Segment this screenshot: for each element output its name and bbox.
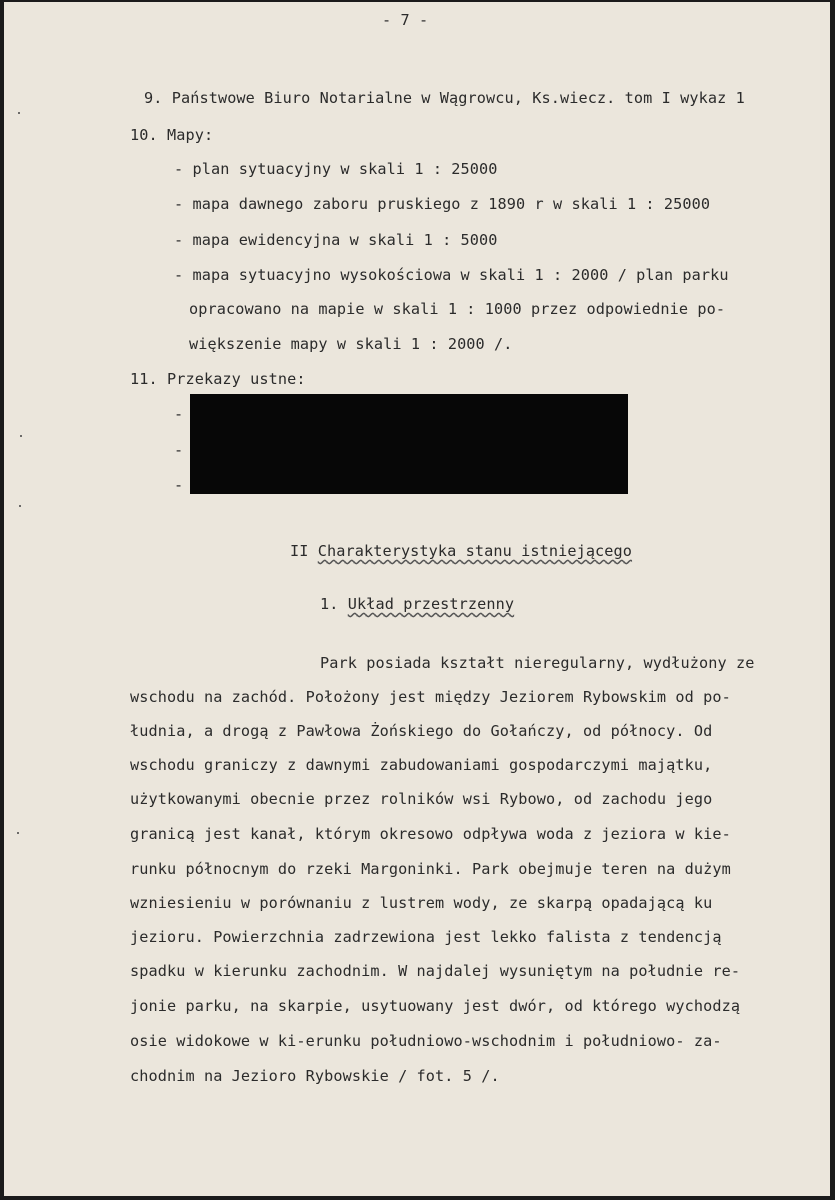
paragraph-line: osie widokowe w ki-erunku południowo-wschodnim i południowo- za- (130, 1032, 722, 1050)
paragraph-line: spadku w kierunku zachodnim. W najdalej wysuniętym na południe re- (130, 962, 741, 980)
paragraph-line: Park posiada kształt nieregularny, wydłużony ze (320, 654, 755, 672)
paragraph-line: granicą jest kanał, którym okresowo odpływa woda z jeziora w kie- (130, 825, 731, 843)
chapter-number: II (290, 542, 309, 560)
section-10-heading: 10. Mapy: (130, 126, 214, 144)
paragraph-line: runku północnym do rzeki Margoninki. Park obejmuje teren na dużym (130, 860, 731, 878)
paper-speck (20, 435, 22, 437)
paragraph-line: chodnim na Jezioro Rybowskie / fot. 5 /. (130, 1067, 500, 1085)
subsection-title: Układ przestrzenny (347, 595, 515, 613)
paper-speck (18, 112, 20, 114)
paragraph-line: wschodu na zachód. Położony jest między Jeziorem Rybowskim od po- (130, 688, 731, 706)
section-9: 9. Państwowe Biuro Notarialne w Wągrowcu, Ks.wiecz. tom I wykaz 1 (144, 89, 745, 107)
map-item: - mapa dawnego zaboru pruskiego z 1890 r w skali 1 : 25000 (174, 195, 711, 213)
document-page (4, 2, 830, 1196)
oral-source-dash: - (174, 405, 184, 423)
section-11-heading: 11. Przekazy ustne: (130, 370, 306, 388)
paper-speck (17, 832, 19, 834)
map-item: - plan sytuacyjny w skali 1 : 25000 (174, 160, 498, 178)
paragraph-line: użytkowanymi obecnie przez rolników wsi Rybowo, od zachodu jego (130, 790, 713, 808)
subsection-number: 1. (320, 595, 339, 613)
map-item-continuation: większenie mapy w skali 1 : 2000 /. (189, 335, 513, 353)
paragraph-line: wschodu graniczy z dawnymi zabudowaniami gospodarczymi majątku, (130, 756, 713, 774)
paragraph-line: jezioru. Powierzchnia zadrzewiona jest lekko falista z tendencją (130, 928, 722, 946)
paper-speck (19, 505, 21, 507)
subsection-heading (320, 594, 514, 614)
map-item-continuation: opracowano na mapie w skali 1 : 1000 przez odpowiednie po- (189, 300, 726, 318)
map-item: - mapa sytuacyjno wysokościowa w skali 1 : 2000 / plan parku (174, 266, 729, 284)
oral-source-dash: - (174, 441, 184, 459)
redaction-block (190, 394, 628, 494)
paragraph-line: wzniesieniu w porównaniu z lustrem wody, ze skarpą opadającą ku (130, 894, 713, 912)
paragraph-line: jonie parku, na skarpie, usytuowany jest dwór, od którego wychodzą (130, 997, 741, 1015)
chapter-heading (290, 541, 632, 561)
chapter-title: Charakterystyka stanu istniejącego (317, 542, 633, 560)
page-number: - 7 - (382, 11, 429, 29)
oral-source-dash: - (174, 476, 184, 494)
paragraph-line: łudnia, a drogą z Pawłowa Żońskiego do Gołańczy, od północy. Od (130, 722, 713, 740)
map-item: - mapa ewidencyjna w skali 1 : 5000 (174, 231, 498, 249)
